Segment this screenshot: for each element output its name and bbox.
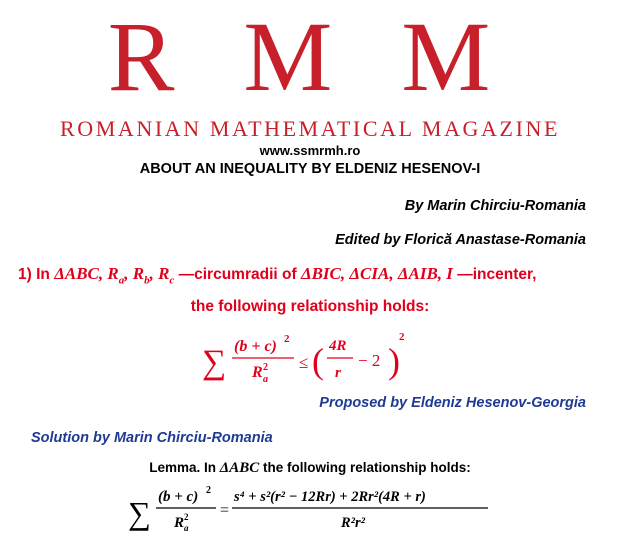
proposed-by: Proposed by Eldeniz Hesenov-Georgia — [319, 395, 586, 411]
svg-text:− 2: − 2 — [358, 351, 381, 370]
problem-text-c: —incenter, — [452, 266, 537, 283]
svg-text:a: a — [263, 374, 268, 385]
problem-triangles: ΔBIC, ΔCIA, ΔAIB, I — [300, 264, 453, 283]
author-line: By Marin Chirciu-Romania — [404, 198, 586, 214]
lemma-text-b: the following relationship holds: — [259, 460, 471, 475]
svg-text:2: 2 — [399, 331, 405, 343]
svg-text:a: a — [184, 523, 189, 533]
sum-symbol: ∑ — [202, 344, 227, 381]
main-inequality — [196, 325, 436, 387]
problem-triangle: ΔABC — [54, 264, 99, 283]
denominator: R — [252, 364, 263, 381]
magazine-name: ROMANIAN MATHEMATICAL MAGAZINE — [59, 116, 561, 141]
svg-text:∑: ∑ — [128, 495, 151, 531]
svg-text:): ) — [388, 341, 400, 381]
svg-text:R: R — [174, 515, 185, 531]
editor-line: Edited by Florică Anastase-Romania — [335, 232, 586, 248]
svg-text:2: 2 — [206, 485, 211, 496]
lemma-statement — [0, 460, 620, 477]
rmm-logo: R M M — [107, 1, 513, 112]
site-url[interactable]: www.ssmrmh.ro — [259, 143, 361, 158]
holds-line: the following relationship holds: — [190, 298, 430, 315]
svg-text:s⁴ + s²(r² − 12Rr) + 2Rr²(4R +: s⁴ + s²(r² − 12Rr) + 2Rr²(4R + r) — [234, 489, 426, 505]
leq-sign: ≤ — [299, 353, 309, 372]
problem-text-b: —circumradii of — [174, 266, 301, 283]
svg-text:(b + c): (b + c) — [158, 489, 199, 505]
svg-text:R²r²: R²r² — [341, 515, 366, 531]
lemma-identity — [128, 482, 498, 538]
svg-text:2: 2 — [184, 512, 189, 522]
lemma-text-a: Lemma. In — [149, 460, 220, 475]
svg-text:r: r — [335, 365, 341, 381]
problem-radii: $R_a$, $R_b$, $R_c$ — [107, 264, 175, 287]
problem-statement: 1) In ΔABC, $R_a$, $R_b$, $R_c$ —circumradii of ΔBIC, ΔCIA, ΔAIB, I —incenter, — [18, 264, 537, 287]
problem-text-a: In — [36, 266, 55, 283]
numerator: (b + c) — [234, 338, 277, 355]
svg-text:(: ( — [312, 341, 324, 381]
lemma-triangle: ΔABC — [219, 460, 260, 476]
problem-number: 1) — [18, 266, 32, 283]
svg-text:2: 2 — [263, 362, 268, 373]
svg-text:=: = — [220, 502, 230, 519]
svg-text:2: 2 — [284, 333, 290, 345]
article-title: ABOUT AN INEQUALITY BY ELDENIZ HESENOV-I — [139, 161, 481, 177]
solution-by: Solution by Marin Chirciu-Romania — [31, 430, 273, 446]
svg-text:4R: 4R — [329, 338, 347, 354]
